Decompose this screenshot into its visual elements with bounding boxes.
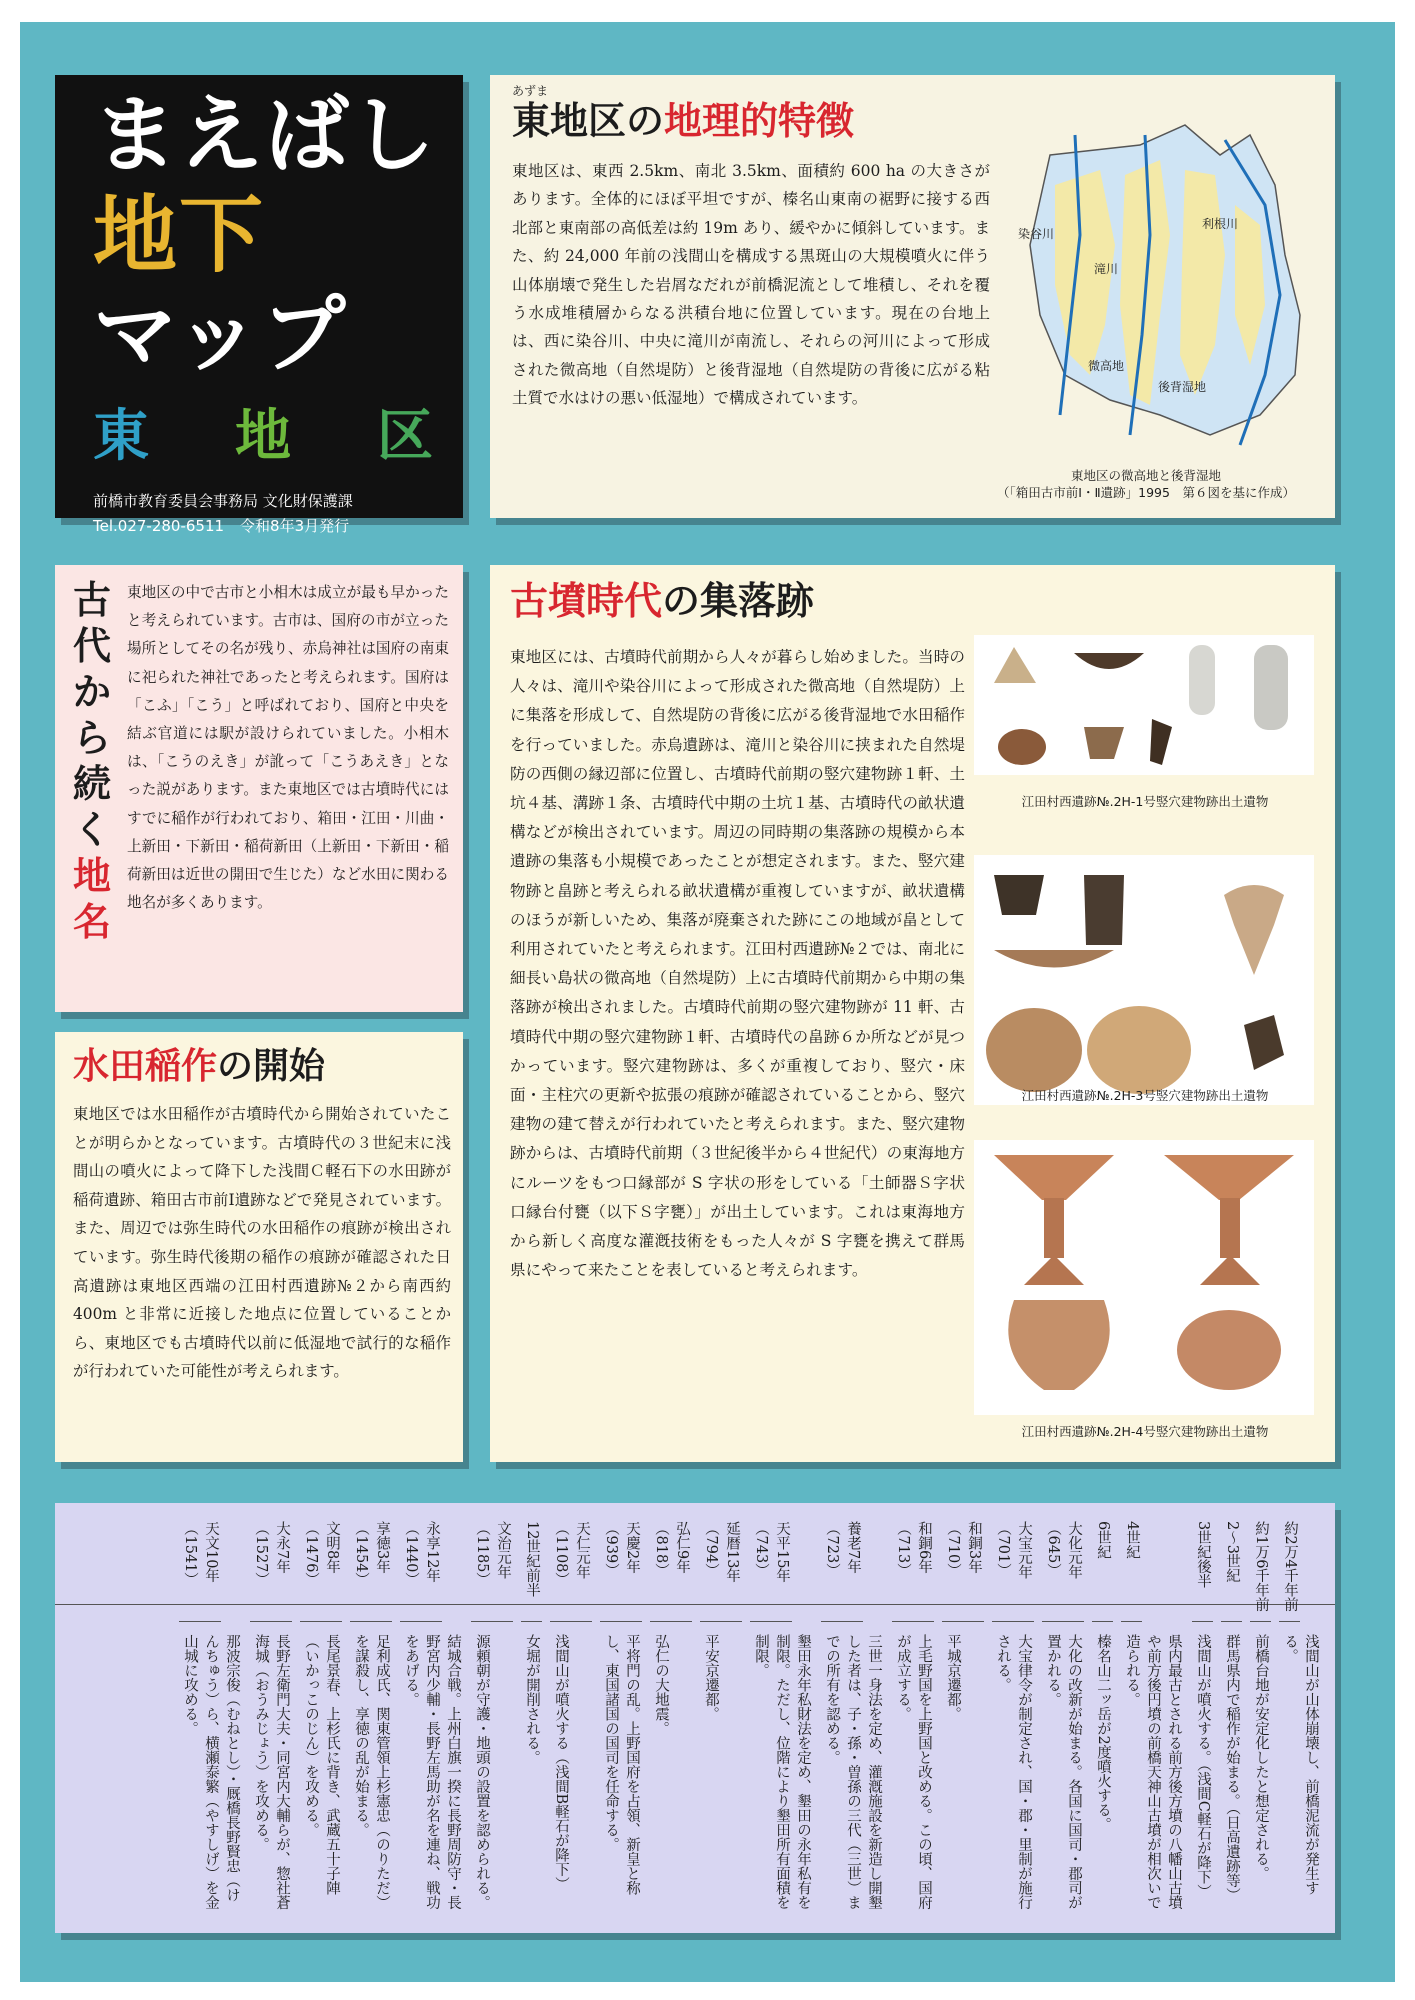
rice-title — [73, 1044, 325, 1090]
artifact-photo-3 — [974, 1140, 1314, 1415]
timeline-entry — [650, 1521, 692, 1916]
timeline-entry — [942, 1521, 984, 1916]
timeline-era: 享徳3年（1454） — [350, 1521, 392, 1622]
timeline-event: 結城合戦。上州白旗一揆に長野周防守・長野宮内少輔・長野左馬助が名を連ね、戦功をあげる。 — [403, 1634, 461, 1910]
timeline-era: 天慶2年（939） — [600, 1521, 642, 1622]
ward-char-2: 地 — [235, 404, 291, 469]
timeline-event: 那波宗俊（むねとし）・厩橋長野賢忠（けんちゅう）ら、横瀬泰繁（やすしげ）を金山城に攻める。 — [182, 1634, 240, 1910]
timeline-entry — [250, 1521, 292, 1916]
timeline-entry — [1042, 1521, 1084, 1916]
geography-title — [512, 97, 854, 145]
place-names-panel — [55, 565, 463, 1012]
title-panel — [55, 75, 463, 535]
timeline-era: 6世紀 — [1092, 1521, 1113, 1622]
rice-panel — [55, 1032, 463, 1462]
map-caption-title: 東地区の微高地と後背湿地 — [1070, 468, 1221, 483]
timeline-entry — [350, 1521, 392, 1916]
timeline-era: 大宝元年（701） — [992, 1521, 1034, 1622]
timeline-era: 和銅6年（713） — [892, 1521, 934, 1622]
publish-date: 令和8年3月発行 — [240, 517, 350, 535]
timeline-era: 天仁元年（1108） — [550, 1521, 592, 1622]
geography-title-c: 地理的特徴 — [664, 99, 855, 143]
timeline-event: 長野左衛門大夫・同宮内大輔らが、惣社蒼海城（おうみじょう）を攻める。 — [253, 1634, 290, 1910]
geography-title-a: 東 — [512, 99, 551, 143]
timeline-entry — [300, 1521, 342, 1916]
timeline-era: 2～3世紀 — [1221, 1521, 1242, 1622]
timeline-entry — [750, 1521, 813, 1916]
timeline-entry — [992, 1521, 1034, 1916]
artifact-photo-2 — [974, 855, 1314, 1105]
timeline-event: 浅間山が山体崩壊し、前橋泥流が発生する。 — [1282, 1634, 1319, 1895]
timeline-era: 大永7年（1527） — [250, 1521, 292, 1622]
timeline-event: 浅間山が噴火する（浅間B軽石が降下） — [553, 1634, 569, 1892]
timeline-event: 女堀が開削される。 — [524, 1634, 540, 1765]
artifact-caption-3: 江田村西遺跡№.2H-4号竪穴建物跡出土遺物 — [1021, 1424, 1269, 1439]
timeline-event: 群馬県内で稲作が始まる。（日高遺跡等） — [1224, 1634, 1240, 1903]
map-caption — [960, 467, 1332, 501]
timeline-panel — [55, 1503, 1335, 1933]
timeline-entry — [400, 1521, 463, 1916]
ward-char-3: 区 — [377, 404, 433, 469]
timeline-era: 天平15年（743） — [750, 1521, 792, 1622]
title-line-2: 地下 — [93, 186, 266, 284]
timeline-entry — [179, 1521, 242, 1916]
geography-title-b: 地区の — [550, 99, 665, 143]
timeline-era: 天文10年（1541） — [179, 1521, 221, 1622]
timeline-columns — [179, 1521, 1321, 1916]
timeline-entry — [1250, 1521, 1271, 1916]
timeline-era: 和銅3年（710） — [942, 1521, 984, 1622]
place-names-title — [65, 577, 119, 945]
kofun-text: 東地区には、古墳時代前期から人々が暮らし始めました。当時の人々は、滝川や染谷川によって形成された微高地（自然堤防）上に集落を形成して、自然堤防の背後に広がる後背湿地で水田稲作を行っていました。赤烏遺跡は、滝川と染谷川に挟まれた自然堤防の西側の縁辺部に位置し、古墳時代前期の竪穴建物跡１軒、土坑４基、溝跡１条、古墳時代中期の土坑１基、古墳時代の畝状遺構などが検出されています。周辺の同時期の集落跡の規模から本遺跡の集落も小規模であったことが想定されます。また、竪穴建物跡と畠跡と考えられる畝状遺構が重複していますが、畝状遺構のほうが新しいため、集落が廃棄された跡にこの地域が畠として利用されていたと考えられます。江田村西遺跡№２では、南北に細長い島状の微高地（自然堤防）上に古墳時代前期から中期の集落跡が検出されました。古墳時代前期の竪穴建物跡が 11 軒、古墳時代中期の竪穴建物跡１軒、古墳時代の畠跡６か所などが見つかっています。竪穴建物跡は、多くが重複しており、竪穴・床面・主柱穴の更新や拡張の痕跡が確認されていることから、竪穴建物の建て替えが行われていたと考えられます。また、竪穴建物跡からは、古墳時代前期（３世紀後半から４世紀代）の東海地方にルーツをもつ口縁部が S 字状の形をしている「土師器Ｓ字状口縁台付甕（以下Ｓ字甕）」が出土しています。これは東海地方から新しく高度な灌漑技術をもった人々が S 字甕を携えて群馬県にやって来たことを表していると考えられます。 — [510, 648, 965, 1280]
phone-number: Tel.027-280-6511 — [93, 517, 225, 535]
map-label-tone: 利根川 — [1202, 217, 1239, 231]
timeline-event: 浅間山が噴火する。（浅間C軽石が降下） — [1195, 1634, 1211, 1899]
artifact-caption-2: 江田村西遺跡№.2H-3号竪穴建物跡出土遺物 — [1021, 1088, 1269, 1103]
kofun-title-a: 古墳時代 — [510, 579, 663, 623]
timeline-event: 平安京遷都。 — [703, 1634, 719, 1721]
kofun-title — [510, 577, 814, 625]
timeline-event: 平将門の乱。上野国府を占領、新皇と称し、東国諸国の国司を任命する。 — [603, 1634, 640, 1895]
timeline-event: 県内最古とされる前方後方墳の八幡山古墳や前方後円墳の前橋天神山古墳が相次いで造られる。 — [1124, 1634, 1182, 1910]
timeline-event: 弘仁の大地震。 — [653, 1634, 669, 1736]
timeline-event: 長尾景春、上杉氏に背き、武蔵五十子陣（いかっこのじん）を攻める。 — [303, 1634, 340, 1895]
timeline-era: 文治元年（1185） — [471, 1521, 513, 1622]
timeline-era: 永享12年（1440） — [400, 1521, 442, 1622]
timeline-entry — [892, 1521, 934, 1916]
timeline-entry — [1221, 1521, 1242, 1916]
kofun-panel — [490, 565, 1335, 1462]
district-map — [1010, 115, 1310, 455]
timeline-era: 養老7年（723） — [821, 1521, 863, 1622]
title-line-3: マップ — [93, 286, 348, 384]
artifact-photo-1 — [974, 635, 1314, 775]
timeline-era: 約2万4千年前 — [1279, 1521, 1300, 1622]
timeline-event: 上毛野国を上野国と改める。この頃、国府が成立する。 — [895, 1634, 932, 1910]
timeline-era: 大化元年（645） — [1042, 1521, 1084, 1622]
timeline-event: 大化の改新が始まる。各国に国司・郡司が置かれる。 — [1045, 1634, 1082, 1910]
timeline-event: 足利成氏、関東管領上杉憲忠（のりただ）を謀殺し、享徳の乱が始まる。 — [353, 1634, 390, 1910]
map-label-lowland: 後背湿地 — [1158, 380, 1207, 394]
timeline-entry — [600, 1521, 642, 1916]
timeline-era: 4世紀 — [1121, 1521, 1142, 1622]
place-names-title-a: 古代から続く — [72, 578, 111, 852]
title-ruby: あずま — [512, 84, 549, 98]
rice-text: 東地区では水田稲作が古墳時代から開始されていたことが明らかとなっています。古墳時代の３世紀末に浅間山の噴火によって降下した浅間Ｃ軽石下の水田跡が稲荷遺跡、箱田古市前Ⅰ遺跡などで発見されています。また、周辺では弥生時代の水田稲作の痕跡が検出されています。弥生時代後期の稲作の痕跡が確認された日高遺跡は東地区西端の江田村西遺跡№２から南西約 400m と非常に近接した地点に位置していることから、東地区でも古墳時代以前に低湿地で試行的な稲作が行われていた可能性が考えられます。 — [73, 1105, 451, 1381]
rice-title-b: の開始 — [217, 1046, 326, 1087]
geography-text: 東地区は、東西 2.5km、南北 3.5km、面積約 600 ha の大きさがあります。全体的にほぼ平坦ですが、榛名山東南の裾野に接する西北部と東南部の高低差は約 19m あり、緩やかに傾斜しています。また、約 24,000 年前の浅間山を構成する黒斑山の大規模噴火に伴う山体崩壊で発生した岩屑なだれが前橋泥流として堆積し、それを覆う水成堆積層からなる洪積台地に位置しています。現在の台地上は、西に染谷川、中央に滝川が南流し、それらの河川によって形成された微高地（自然堤防）と後背湿地（自然堤防の背後に広がる粘土質で水はけの悪い低湿地）で構成されています。 — [512, 162, 990, 408]
timeline-event: 三世一身法を定め、灌漑施設を新造し開墾した者は、子・孫・曽孫の三代（三世）までの所有を認める。 — [824, 1634, 882, 1910]
timeline-entry — [521, 1521, 542, 1916]
timeline-event: 榛名山二ッ岳が2度噴火する。 — [1095, 1634, 1111, 1832]
publisher: 前橋市教育委員会事務局 文化財保護課 — [93, 492, 353, 510]
timeline-era: 12世紀前半 — [521, 1521, 542, 1622]
kofun-title-b: の集落跡 — [662, 579, 815, 623]
timeline-era: 延暦13年（794） — [700, 1521, 742, 1622]
timeline-entry — [1092, 1521, 1113, 1916]
map-caption-source: （「箱田古市前Ⅰ・Ⅱ遺跡」1995 第６図を基に作成） — [997, 485, 1295, 500]
timeline-era: 約1万6千年前 — [1250, 1521, 1271, 1622]
timeline-entry — [1192, 1521, 1213, 1916]
place-names-title-b: 地名 — [72, 854, 111, 944]
timeline-entry — [821, 1521, 884, 1916]
ward-char-1: 東 — [93, 404, 149, 469]
contact-line — [93, 516, 349, 536]
ward-name — [93, 405, 433, 469]
timeline-entry — [550, 1521, 592, 1916]
timeline-event: 平城京遷都。 — [945, 1634, 961, 1721]
artifact-caption-1: 江田村西遺跡№.2H-1号竪穴建物跡出土遺物 — [1021, 794, 1269, 809]
rice-title-a: 水田稲作 — [73, 1046, 218, 1087]
timeline-era: 文明8年（1476） — [300, 1521, 342, 1622]
timeline-event: 源頼朝が守護・地頭の設置を認められる。 — [474, 1634, 490, 1910]
timeline-entry — [1279, 1521, 1321, 1916]
timeline-event: 墾田永年私財法を定め、墾田の永年私有を制限。ただし、位階により墾田所有面積を制限。 — [753, 1634, 811, 1910]
timeline-entry — [700, 1521, 742, 1916]
map-label-upland: 微高地 — [1088, 359, 1125, 373]
timeline-entry — [471, 1521, 513, 1916]
timeline-event: 前橋台地が安定化したと想定される。 — [1253, 1634, 1269, 1881]
map-label-someya: 染谷川 — [1018, 227, 1055, 241]
timeline-era: 3世紀後半 — [1192, 1521, 1213, 1622]
timeline-entry — [1121, 1521, 1184, 1916]
place-names-text: 東地区の中で古市と小相木は成立が最も早かったと考えられています。古市は、国府の市が立った場所としてその名が残り、赤烏神社は国府の南東に祀られた神社であったと考えられます。国府は「こふ」「こう」と呼ばれており、国府と中央を結ぶ官道には駅が設けられていました。小相木は、「こうのえき」が訛って「こうあえき」となった説があります。また東地区では古墳時代にはすでに稲作が行われており、箱田・江田・川曲・上新田・下新田・稲荷新田（上新田・下新田・稲荷新田は近世の開田で生じた）など水田に関わる地名が多くあります。 — [127, 584, 449, 912]
timeline-event: 大宝律令が制定され、国・郡・里制が施行される。 — [995, 1634, 1032, 1910]
timeline-era: 弘仁9年（818） — [650, 1521, 692, 1622]
title-line-1: まえばし — [93, 86, 438, 184]
map-label-takigawa: 滝川 — [1094, 262, 1119, 276]
geography-panel — [490, 75, 1335, 518]
